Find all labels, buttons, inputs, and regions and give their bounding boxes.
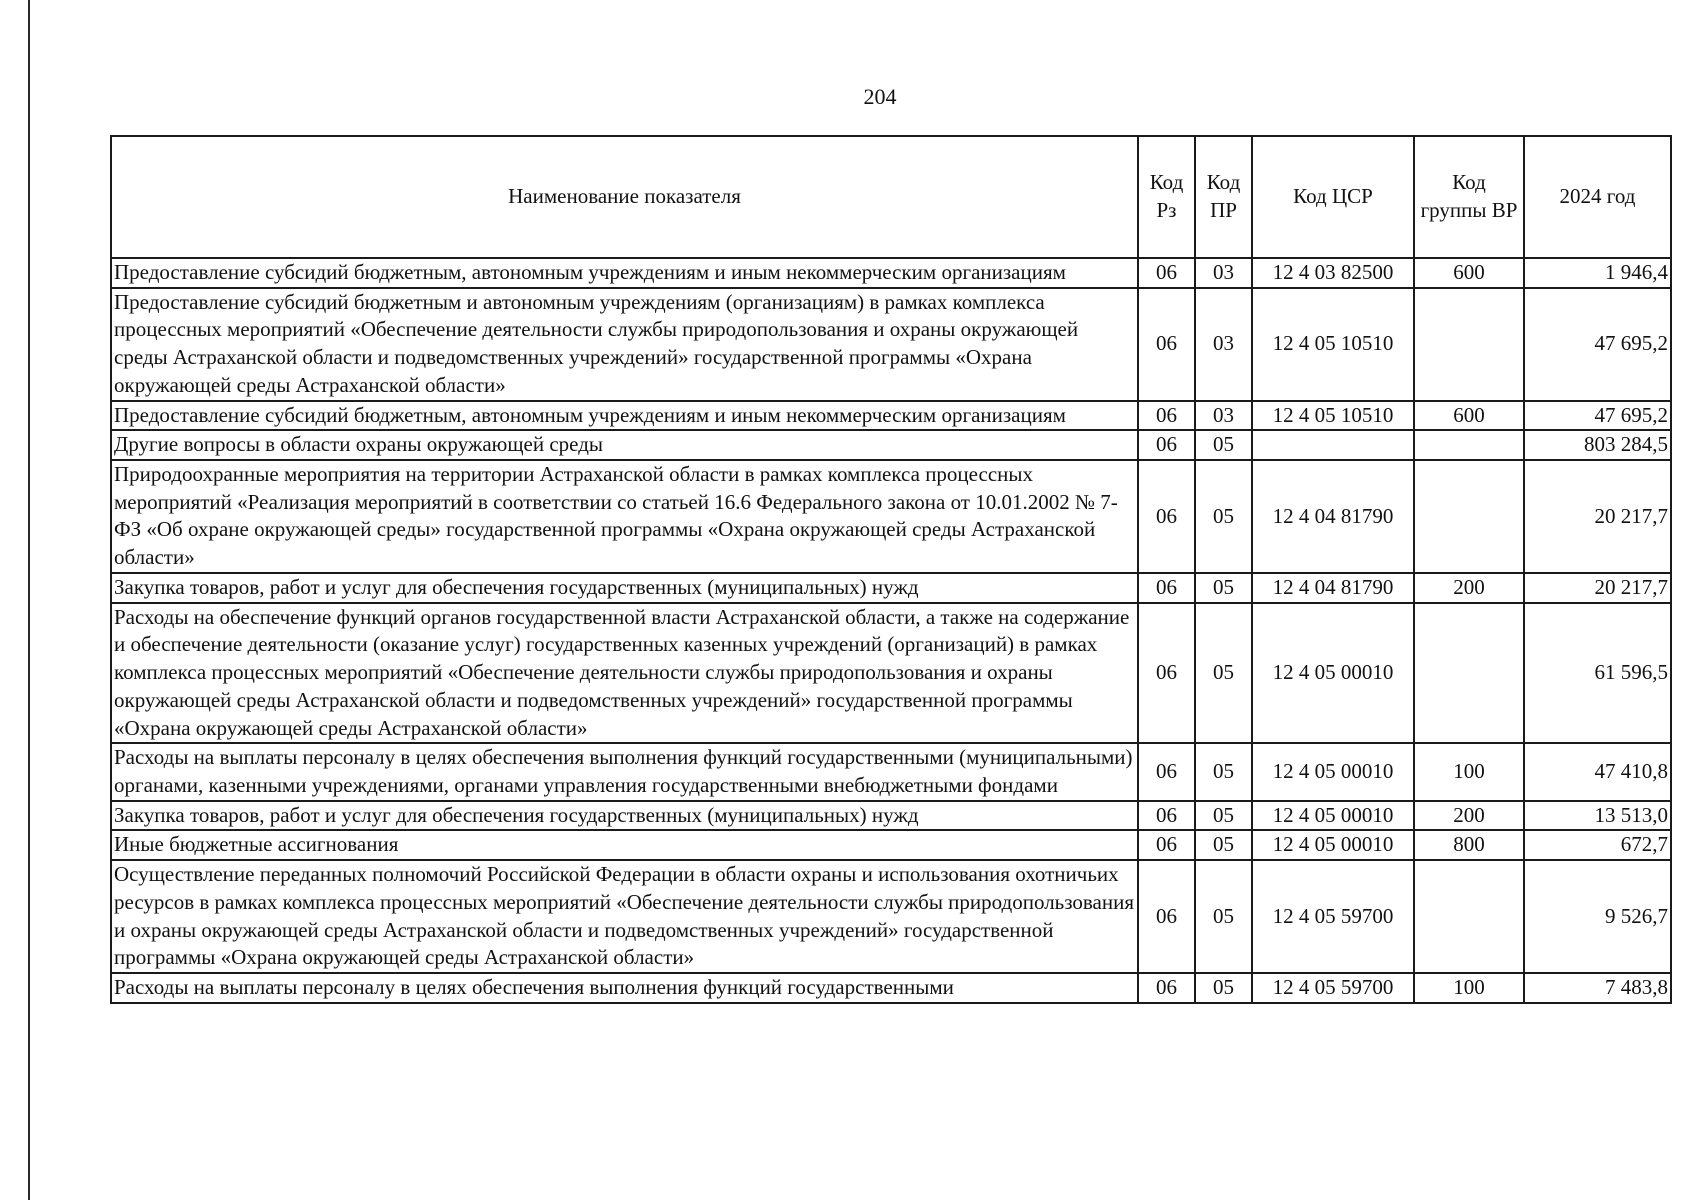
page-number: 204 xyxy=(863,84,897,109)
row-amount: 47 695,2 xyxy=(1524,288,1671,401)
table-row xyxy=(111,973,1671,1003)
row-indicator-name: Предоставление субсидий бюджетным и автономным учреждениям (организациям) в рамках комплекса процессных мероприятий «Обеспечение деятельности службы природопользования и охраны окружающей среды Астраханской области и подведомственных учреждений» государственной программы «Охрана окружающей среды Астраханской области» xyxy=(111,288,1138,401)
row-vr-code xyxy=(1414,288,1524,401)
row-pr-code: 03 xyxy=(1195,401,1252,431)
header-csr-code: Код ЦСР xyxy=(1252,136,1414,258)
row-vr-code xyxy=(1414,603,1524,744)
table-row xyxy=(111,258,1671,288)
row-pr-code: 05 xyxy=(1195,860,1252,973)
row-pr-code: 03 xyxy=(1195,288,1252,401)
row-csr-code: 12 4 05 59700 xyxy=(1252,860,1414,973)
row-rz-code: 06 xyxy=(1138,603,1195,744)
row-indicator-name: Расходы на обеспечение функций органов государственной власти Астраханской области, а также на содержание и обеспечение деятельности (оказание услуг) государственных казенных учреждений (организаций) в рамках комплекса процессных мероприятий «Обеспечение деятельности службы природопользования и охраны окружающей среды Астраханской области и подведомственных учреждений» государственной программы «Охрана окружающей среды Астраханской области» xyxy=(111,603,1138,744)
header-vr-group-code: Код группы ВР xyxy=(1414,136,1524,258)
table-row xyxy=(111,288,1671,401)
header-indicator-name: Наименование показателя xyxy=(111,136,1138,258)
row-rz-code: 06 xyxy=(1138,743,1195,800)
row-pr-code: 05 xyxy=(1195,830,1252,860)
row-vr-code xyxy=(1414,860,1524,973)
row-vr-code: 600 xyxy=(1414,258,1524,288)
row-amount: 672,7 xyxy=(1524,830,1671,860)
row-indicator-name: Предоставление субсидий бюджетным, автономным учреждениям и иным некоммерческим организациям xyxy=(111,258,1138,288)
row-vr-code: 100 xyxy=(1414,743,1524,800)
row-indicator-name: Иные бюджетные ассигнования xyxy=(111,830,1138,860)
row-amount: 7 483,8 xyxy=(1524,973,1671,1003)
row-amount: 9 526,7 xyxy=(1524,860,1671,973)
header-year-2024: 2024 год xyxy=(1524,136,1671,258)
row-vr-code: 800 xyxy=(1414,830,1524,860)
table-row xyxy=(111,401,1671,431)
row-amount: 1 946,4 xyxy=(1524,258,1671,288)
row-rz-code: 06 xyxy=(1138,288,1195,401)
row-pr-code: 05 xyxy=(1195,573,1252,603)
table-row xyxy=(111,860,1671,973)
row-vr-code: 200 xyxy=(1414,573,1524,603)
row-csr-code: 12 4 04 81790 xyxy=(1252,573,1414,603)
row-pr-code: 05 xyxy=(1195,973,1252,1003)
row-amount: 47 410,8 xyxy=(1524,743,1671,800)
row-amount: 61 596,5 xyxy=(1524,603,1671,744)
table-row xyxy=(111,830,1671,860)
header-rz-code: Код Рз xyxy=(1138,136,1195,258)
table-row xyxy=(111,801,1671,831)
row-rz-code: 06 xyxy=(1138,401,1195,431)
row-amount: 47 695,2 xyxy=(1524,401,1671,431)
row-vr-code: 600 xyxy=(1414,401,1524,431)
table-row xyxy=(111,460,1671,573)
row-pr-code: 05 xyxy=(1195,603,1252,744)
row-indicator-name: Расходы на выплаты персоналу в целях обеспечения выполнения функций государственными xyxy=(111,973,1138,1003)
row-rz-code: 06 xyxy=(1138,860,1195,973)
row-rz-code: 06 xyxy=(1138,573,1195,603)
row-rz-code: 06 xyxy=(1138,830,1195,860)
row-indicator-name: Предоставление субсидий бюджетным, автономным учреждениям и иным некоммерческим организациям xyxy=(111,401,1138,431)
row-csr-code xyxy=(1252,430,1414,460)
row-rz-code: 06 xyxy=(1138,801,1195,831)
row-rz-code: 06 xyxy=(1138,430,1195,460)
row-pr-code: 05 xyxy=(1195,801,1252,831)
table-row xyxy=(111,603,1671,744)
row-rz-code: 06 xyxy=(1138,973,1195,1003)
table-header-row xyxy=(111,136,1671,258)
row-csr-code: 12 4 05 59700 xyxy=(1252,973,1414,1003)
row-csr-code: 12 4 03 82500 xyxy=(1252,258,1414,288)
row-pr-code: 05 xyxy=(1195,743,1252,800)
row-csr-code: 12 4 05 00010 xyxy=(1252,801,1414,831)
row-indicator-name: Расходы на выплаты персоналу в целях обеспечения выполнения функций государственными (муниципальными) органами, казенными учреждениями, органами управления государственными внебюджетными фондами xyxy=(111,743,1138,800)
table-row xyxy=(111,430,1671,460)
row-amount: 20 217,7 xyxy=(1524,460,1671,573)
row-pr-code: 05 xyxy=(1195,430,1252,460)
row-indicator-name: Закупка товаров, работ и услуг для обеспечения государственных (муниципальных) нужд xyxy=(111,573,1138,603)
row-vr-code: 100 xyxy=(1414,973,1524,1003)
row-csr-code: 12 4 04 81790 xyxy=(1252,460,1414,573)
row-indicator-name: Другие вопросы в области охраны окружающей среды xyxy=(111,430,1138,460)
row-csr-code: 12 4 05 10510 xyxy=(1252,288,1414,401)
budget-table xyxy=(110,135,1672,1004)
row-csr-code: 12 4 05 00010 xyxy=(1252,830,1414,860)
row-vr-code: 200 xyxy=(1414,801,1524,831)
row-rz-code: 06 xyxy=(1138,258,1195,288)
row-vr-code xyxy=(1414,460,1524,573)
table-row xyxy=(111,743,1671,800)
row-pr-code: 03 xyxy=(1195,258,1252,288)
row-amount: 13 513,0 xyxy=(1524,801,1671,831)
row-indicator-name: Закупка товаров, работ и услуг для обеспечения государственных (муниципальных) нужд xyxy=(111,801,1138,831)
row-csr-code: 12 4 05 00010 xyxy=(1252,603,1414,744)
row-rz-code: 06 xyxy=(1138,460,1195,573)
row-csr-code: 12 4 05 00010 xyxy=(1252,743,1414,800)
row-indicator-name: Осуществление переданных полномочий Российской Федерации в области охраны и использования охотничьих ресурсов в рамках комплекса процессных мероприятий «Обеспечение деятельности службы природопользования и охраны окружающей среды Астраханской области и подведомственных учреждений» государственной программы «Охрана окружающей среды Астраханской области» xyxy=(111,860,1138,973)
row-indicator-name: Природоохранные мероприятия на территории Астраханской области в рамках комплекса процессных мероприятий «Реализация мероприятий в соответствии со статьей 16.6 Федерального закона от 10.01.2002 № 7-ФЗ «Об охране окружающей среды» государственной программы «Охрана окружающей среды Астраханской области» xyxy=(111,460,1138,573)
row-vr-code xyxy=(1414,430,1524,460)
row-pr-code: 05 xyxy=(1195,460,1252,573)
row-amount: 20 217,7 xyxy=(1524,573,1671,603)
row-amount: 803 284,5 xyxy=(1524,430,1671,460)
header-pr-code: Код ПР xyxy=(1195,136,1252,258)
scan-margin-line xyxy=(28,0,30,1200)
table-row xyxy=(111,573,1671,603)
row-csr-code: 12 4 05 10510 xyxy=(1252,401,1414,431)
